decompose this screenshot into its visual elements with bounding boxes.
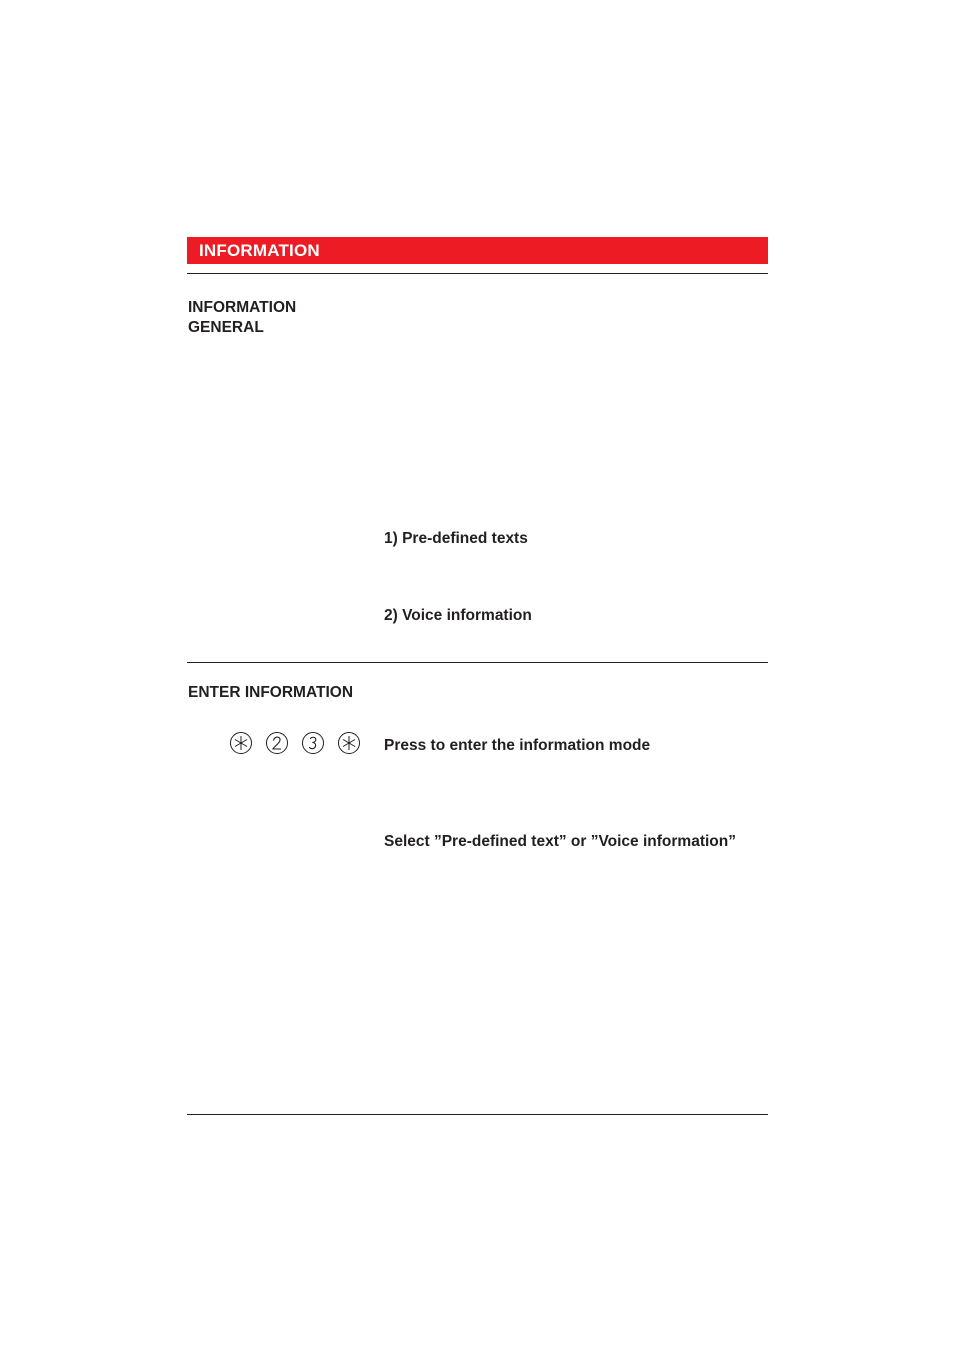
banner-title: INFORMATION [199, 241, 320, 260]
general-heading [188, 298, 296, 338]
general-heading-line2: GENERAL [188, 319, 264, 336]
star-key-icon [337, 731, 361, 755]
digit-2-key-icon [265, 731, 289, 755]
star-key-icon [229, 731, 253, 755]
divider-bottom [187, 1114, 768, 1115]
divider-middle [187, 662, 768, 663]
predefined-texts-item: 1) Pre-defined texts [384, 530, 528, 547]
divider-top [187, 273, 768, 274]
section-banner [187, 237, 768, 264]
voice-information-item: 2) Voice information [384, 607, 532, 624]
step-enter-mode: Press to enter the information mode [384, 737, 651, 754]
step-select-type: Select ”Pre-defined text” or ”Voice information” [384, 833, 736, 850]
digit-3-key-icon [301, 731, 325, 755]
key-sequence [229, 731, 361, 755]
general-heading-line1: INFORMATION [188, 299, 297, 316]
enter-information-heading: ENTER INFORMATION [188, 684, 354, 701]
